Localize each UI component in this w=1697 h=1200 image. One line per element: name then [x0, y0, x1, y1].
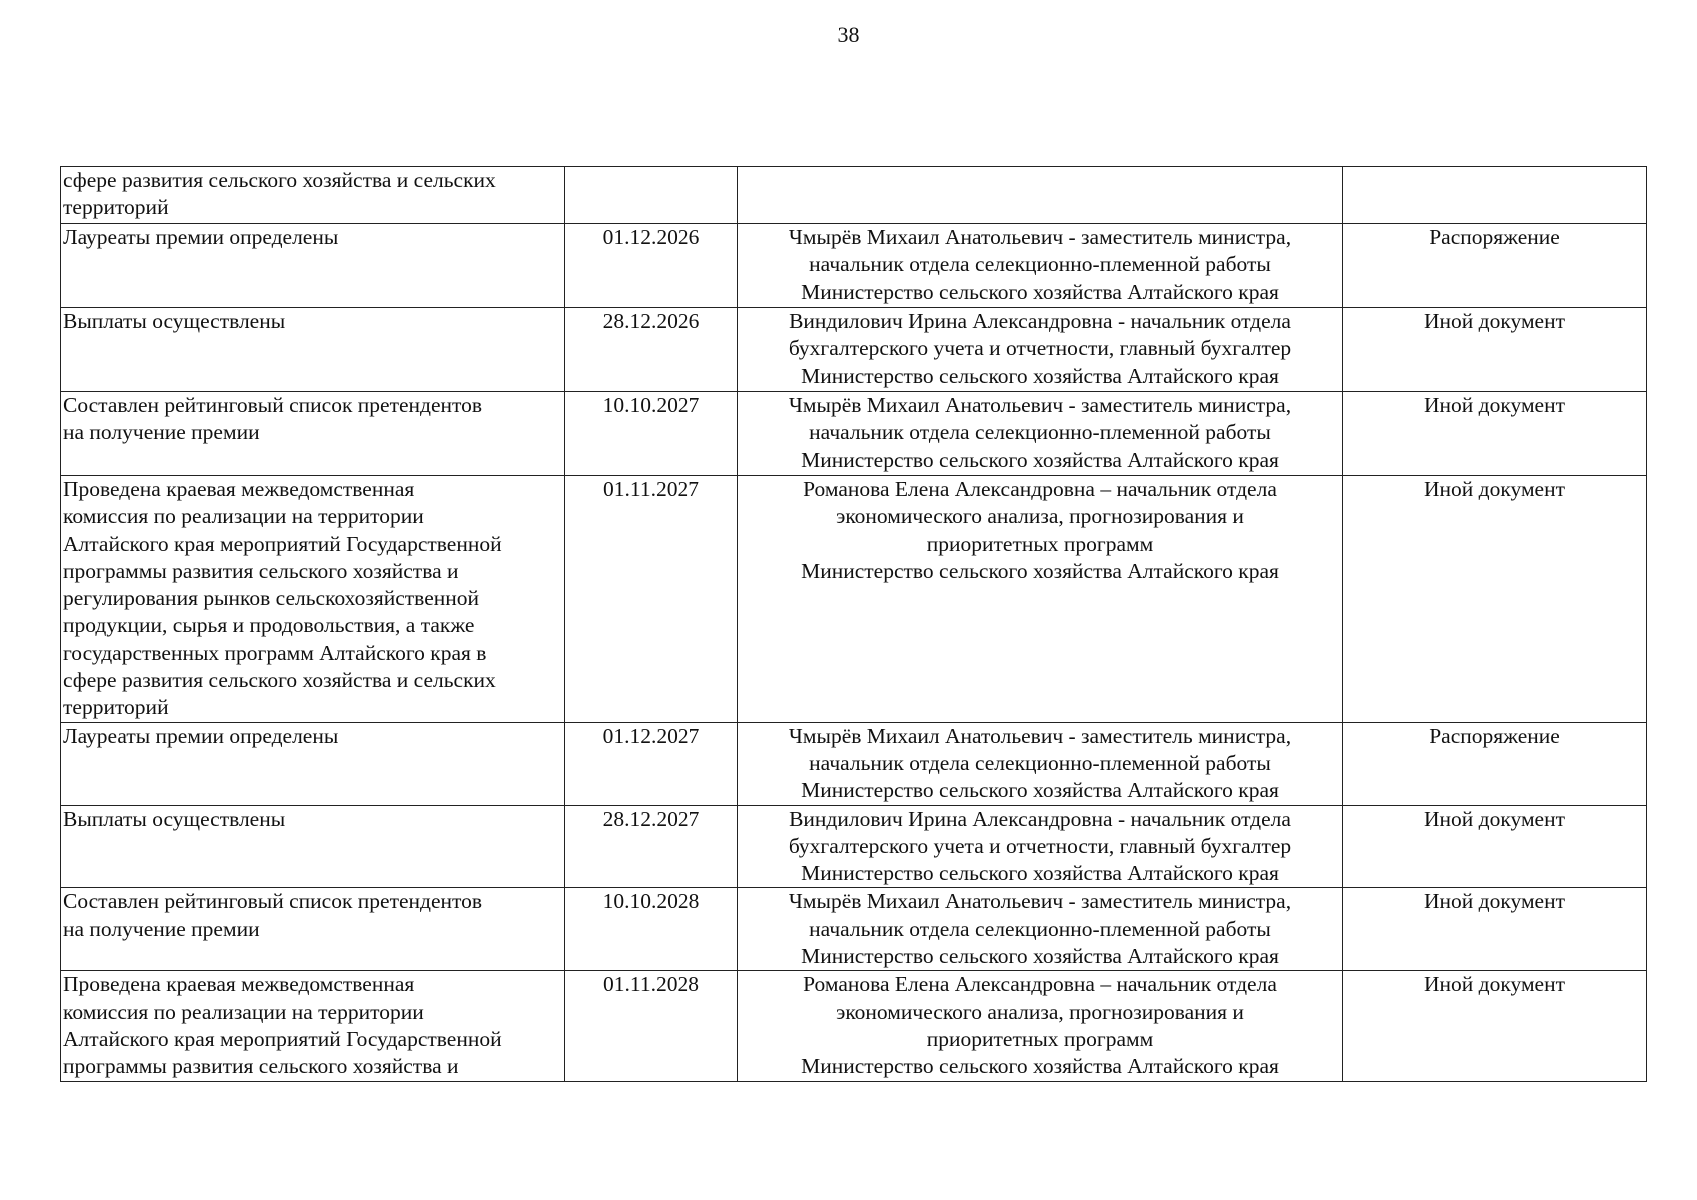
event-text-line: сфере развития сельского хозяйства и сельских [63, 668, 496, 693]
document-type-cell [1343, 167, 1647, 224]
responsible-cell [738, 224, 1343, 308]
document-type-cell [1343, 805, 1647, 888]
date-text: 28.12.2027 [602, 806, 700, 831]
responsible-cell [738, 476, 1343, 723]
responsible-text-line: экономического анализа, прогнозирования и [836, 999, 1244, 1024]
event-text-line: Алтайского края мероприятий Государственной [63, 531, 502, 556]
responsible-text-line: Министерство сельского хозяйства Алтайского края [801, 778, 1279, 803]
date-cell [565, 476, 738, 723]
responsible-cell [738, 971, 1343, 1081]
event-cell [61, 167, 565, 224]
date-text: 01.11.2028 [603, 972, 699, 997]
responsible-text-line: Министерство сельского хозяйства Алтайского края [801, 279, 1279, 304]
event-cell [61, 392, 565, 476]
document-type-cell [1343, 971, 1647, 1081]
date-cell [565, 888, 738, 971]
responsible-cell [738, 722, 1343, 805]
event-text-line: программы развития сельского хозяйства и [63, 558, 459, 583]
responsible-text-line: Чмырёв Михаил Анатольевич - заместитель министра, [788, 393, 1292, 417]
event-text-line: территорий [63, 195, 169, 220]
responsible-text-line: начальник отдела селекционно-племенной работы [809, 420, 1271, 445]
date-cell [565, 392, 738, 476]
responsible-text-line: Министерство сельского хозяйства Алтайского края [801, 861, 1279, 886]
table-row [61, 476, 1647, 723]
event-cell [61, 224, 565, 308]
responsible-text-line: Министерство сельского хозяйства Алтайского края [801, 558, 1279, 583]
schedule-table [60, 166, 1647, 1082]
responsible-text-line: Министерство сельского хозяйства Алтайского края [801, 447, 1279, 472]
event-cell [61, 888, 565, 971]
responsible-text-line: Чмырёв Михаил Анатольевич - заместитель министра, [788, 225, 1292, 249]
document-type-cell [1343, 224, 1647, 308]
date-cell [565, 722, 738, 805]
event-text-line: комиссия по реализации на территории [63, 999, 424, 1024]
event-text-line: на получение премии [63, 916, 260, 941]
event-cell [61, 971, 565, 1081]
date-cell [565, 971, 738, 1081]
event-text-line: продукции, сырья и продовольствия, а также [63, 613, 475, 638]
event-text-line: Алтайского края мероприятий Государственной [63, 1026, 502, 1051]
document-type-cell [1343, 888, 1647, 971]
responsible-text-line: Романова Елена Александровна – начальник отдела [803, 477, 1277, 501]
document-type-text: Иной документ [1423, 309, 1565, 333]
document-type-text: Иной документ [1423, 889, 1565, 914]
document-type-cell [1343, 392, 1647, 476]
date-text: 10.10.2028 [602, 889, 700, 914]
responsible-text-line: бухгалтерского учета и отчетности, главный бухгалтер [788, 833, 1292, 858]
event-text-line: программы развития сельского хозяйства и [63, 1054, 459, 1079]
event-text-line: территорий [63, 695, 169, 720]
event-text-line: Проведена краевая межведомственная [63, 972, 415, 997]
document-type-cell [1343, 308, 1647, 392]
responsible-text-line: Чмырёв Михаил Анатольевич - заместитель министра, [788, 723, 1292, 748]
event-cell [61, 476, 565, 723]
responsible-text-line: начальник отдела селекционно-племенной работы [809, 252, 1271, 277]
event-text-line: регулирования рынков сельскохозяйственной [63, 586, 480, 611]
responsible-text-line: Виндилович Ирина Александровна - начальник отдела [789, 806, 1291, 831]
event-cell [61, 308, 565, 392]
table-row [61, 805, 1647, 888]
event-cell [61, 805, 565, 888]
responsible-text-line: начальник отдела селекционно-племенной работы [809, 916, 1271, 941]
document-type-cell [1343, 476, 1647, 723]
event-text-line: сфере развития сельского хозяйства и сельских [63, 168, 496, 192]
table-row [61, 722, 1647, 805]
date-text: 01.11.2027 [603, 477, 699, 501]
responsible-cell [738, 167, 1343, 224]
table-row [61, 167, 1647, 224]
responsible-cell [738, 308, 1343, 392]
event-text-line: на получение премии [63, 420, 260, 445]
event-cell [61, 722, 565, 805]
date-text: 01.12.2027 [602, 723, 700, 748]
event-text-line: Выплаты осуществлены [63, 806, 286, 831]
table-row [61, 224, 1647, 308]
event-text-line: Лауреаты премии определены [63, 723, 339, 748]
responsible-cell [738, 805, 1343, 888]
schedule-table-body [61, 167, 1647, 1082]
table-row [61, 392, 1647, 476]
event-text-line: Лауреаты премии определены [63, 225, 339, 249]
document-type-text: Иной документ [1423, 393, 1565, 417]
document-type-text: Распоряжение [1429, 723, 1560, 748]
responsible-text-line: Виндилович Ирина Александровна - начальник отдела [789, 309, 1291, 333]
document-type-text: Иной документ [1423, 806, 1565, 831]
table-row [61, 888, 1647, 971]
responsible-text-line: Романова Елена Александровна – начальник отдела [803, 972, 1277, 997]
document-type-text: Распоряжение [1429, 225, 1560, 249]
event-text-line: Выплаты осуществлены [63, 309, 286, 333]
document-type-cell [1343, 722, 1647, 805]
table-row [61, 308, 1647, 392]
event-text-line: государственных программ Алтайского края в [63, 640, 487, 665]
responsible-text-line: приоритетных программ [926, 531, 1154, 556]
date-text: 10.10.2027 [602, 393, 700, 417]
responsible-text-line: бухгалтерского учета и отчетности, главный бухгалтер [788, 336, 1292, 361]
date-text: 28.12.2026 [602, 309, 700, 333]
responsible-text-line: Чмырёв Михаил Анатольевич - заместитель министра, [788, 889, 1292, 914]
responsible-text-line: Министерство сельского хозяйства Алтайского края [801, 944, 1279, 969]
date-cell [565, 308, 738, 392]
document-type-text: Иной документ [1423, 972, 1565, 997]
responsible-cell [738, 392, 1343, 476]
page-number: 38 [837, 22, 860, 47]
event-text-line: Составлен рейтинговый список претендентов [63, 889, 483, 914]
table-row [61, 971, 1647, 1081]
responsible-cell [738, 888, 1343, 971]
event-text-line: Проведена краевая межведомственная [63, 477, 415, 501]
date-text: 01.12.2026 [602, 225, 700, 249]
responsible-text-line: приоритетных программ [926, 1026, 1154, 1051]
responsible-text-line: Министерство сельского хозяйства Алтайского края [801, 363, 1279, 388]
date-cell [565, 224, 738, 308]
date-cell [565, 167, 738, 224]
date-cell [565, 805, 738, 888]
document-type-text: Иной документ [1423, 477, 1565, 501]
event-text-line: Составлен рейтинговый список претендентов [63, 393, 483, 417]
responsible-text-line: экономического анализа, прогнозирования и [836, 504, 1244, 529]
event-text-line: комиссия по реализации на территории [63, 504, 424, 529]
responsible-text-line: Министерство сельского хозяйства Алтайского края [801, 1054, 1279, 1079]
responsible-text-line: начальник отдела селекционно-племенной работы [809, 750, 1271, 775]
